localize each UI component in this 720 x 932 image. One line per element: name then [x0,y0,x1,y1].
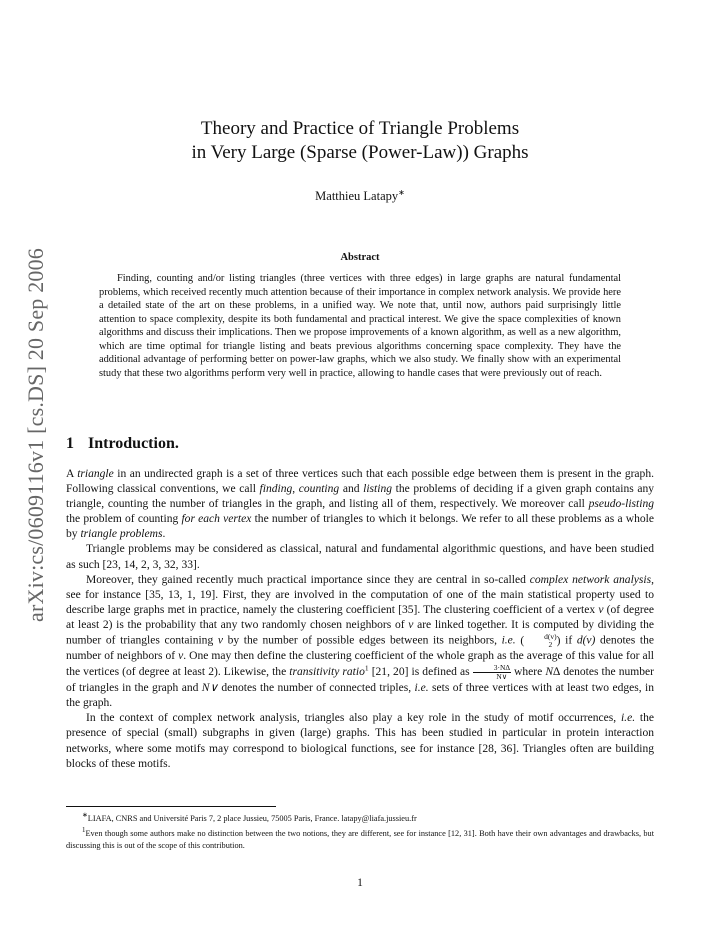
arxiv-id: arXiv:cs/0609116v1 [cs.DS] 20 Sep 2006 [23,247,48,623]
term-transitivity-ratio: transitivity ratio [289,666,365,679]
term-triangle-problems: triangle problems [80,528,163,541]
paragraph-2: Triangle problems may be considered as classical, natural and fundamental algorithmic questions, and have been studied as such [23, 14, 2, 3, 32, 33]. [66,543,654,571]
term-complex-network-analysis: complex network analysis [529,573,652,586]
title-line-1: Theory and Practice of Triangle Problems [200,118,520,139]
term-finding: finding [259,483,293,496]
abstract-text: Finding, counting and/or listing triangles (three vertices with three edges) in large graphs are natural fundamental problems, which received recently much attention because of their importance in complex network analysis. We provide here a detailed state of the art on these problems, in a unified way. We note that, until now, authors paid surprisingly little attention to space complexity, despite its both fundamental and practical interest. We give the space complexities of known algorithms and discuss their implications. Then we propose improvements of a known algorithm, as well as a new algorithm, which are time optimal for triangle listing and beats previous algorithms concerning space complexity. They have the additional advantage of performing better on power-law graphs, which we also study. We finally show with an experimental study that these two algorithms perform very well in practice, allowing to handle cases that were previously out of reach. [99,273,621,379]
footnotes [66,810,654,852]
body-text [66,467,654,772]
section-title: Introduction. [88,435,179,452]
author-name: Matthieu Latapy [315,189,399,204]
footnote-1: $^1$Even though some authors make no distinction between the two notions, they are different, see for instance [12, 31]. Both have their own advantages and drawbacks, but discussing this is out of the scope of this contribution. [66,826,654,850]
footnote-rule [66,806,276,807]
abstract-heading: Abstract [340,252,380,263]
term-listing: listing [363,483,393,496]
term-counting: counting [298,483,340,496]
binomial: ( d(v) 2 ) [520,632,561,650]
paper-title [0,117,720,165]
transitivity-fraction: $\frac{3\cdot N\Delta}{N\vee}$ [473,664,511,681]
paragraph-4: In the context of complex network analysis, triangles also play a key role in the study of motif occurrences, i.e. the presence of special (small) subgraphs in given (large) graphs. This has been studied in particular in protein interaction networks, where some motifs may correspond to biological functions, see for instance [28, 36]. Triangles often are building blocks of these motifs. [66,712,654,770]
title-line-2: in Very Large (Sparse (Power-Law)) Graphs [191,142,529,163]
section-number: 1 [66,435,74,452]
page-number: 1 [357,877,363,889]
arxiv-stamp [16,230,56,640]
footnote-ref-1: 1 [364,663,369,673]
paragraph-1: A triangle in an undirected graph is a set of three vertices such that each possible edge between them is present in the graph. Following classical conventions, we call finding, counting and listing the problems of deciding if a given graph contains any triangle, counting the number of triangles in the graph, and listing all of them, respectively. We moreover call pseudo-listing the problem of counting for each vertex the number of triangles to which it belongs. We refer to all these problems as a whole by triangle problems. [66,468,655,541]
term-pseudo-listing: pseudo-listing [588,498,654,511]
footnote-author: ∗LIAFA, CNRS and Université Paris 7, 2 place Jussieu, 75005 Paris, France. latapy@liafa.jussieu.fr [82,812,417,823]
author-footnote-mark: ∗ [398,188,405,197]
paragraph-3: Moreover, they gained recently much practical importance since they are central in so-called complex network analysis, see for instance [35, 13, 1, 19]. First, they are involved in the computation of one of the main statistical property used to describe large graphs met in practice, namely the clustering coefficient [35]. The clustering coefficient of a vertex v (of degree at least 2) is the probability that any two randomly chosen neighbors of v are linked together. It is computed by dividing the number of triangles containing v by the number of possible edges between its neighbors, i.e. ( d(v) 2 ) if d(v) denotes the number of neighbors of v. One may then define the clustering coefficient of the whole graph as the average of this value for all the vertices (of degree at least 2). Likewise, the transitivity ratio$^1$ [21, 20] is defined as $\frac{3\cdot N\Delta}{N\vee}$ where N∆ denotes the number of triangles in the graph and N∨ denotes the number of connected triples, i.e. sets of three vertices with at least two edges, in the graph. [66,573,655,710]
section-heading [66,435,179,453]
term-triangle: triangle [77,468,114,480]
author [0,188,720,204]
term-for-each-vertex: for each vertex [181,513,252,526]
